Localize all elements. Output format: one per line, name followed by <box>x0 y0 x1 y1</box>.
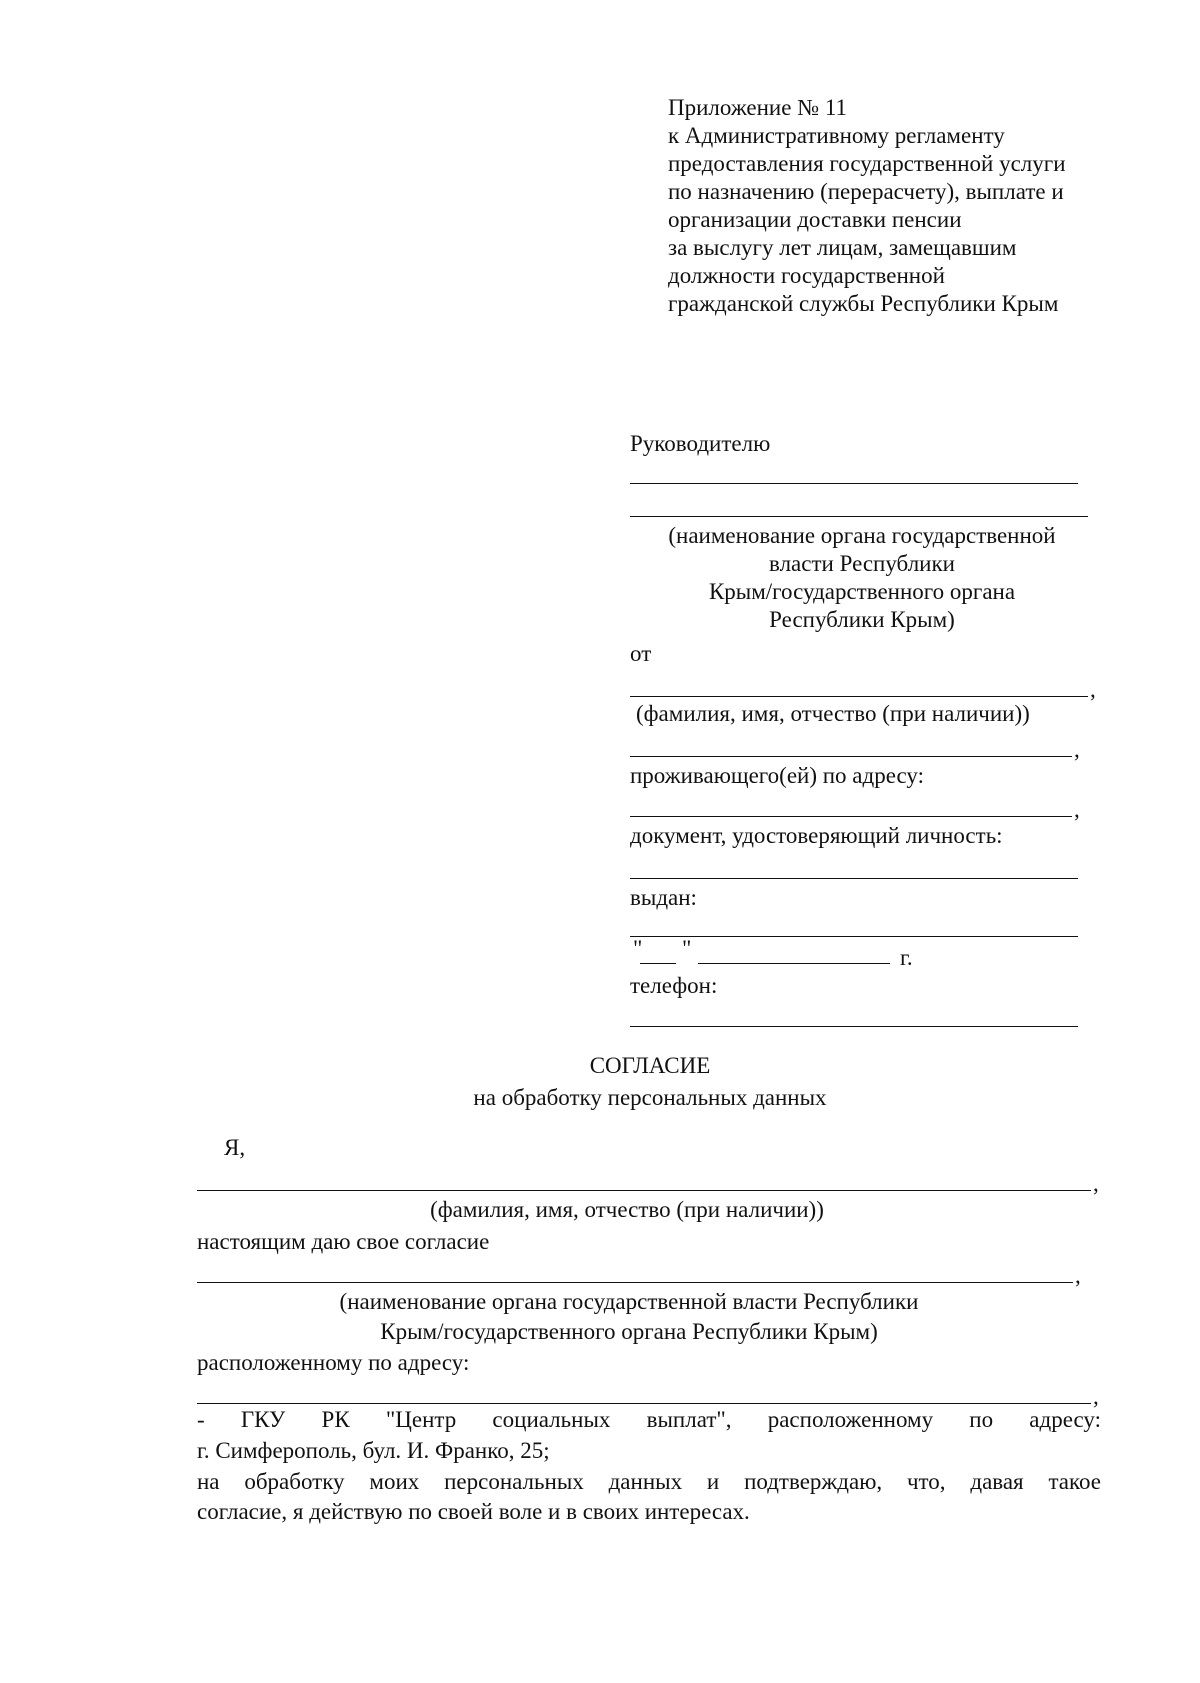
consent-address-field[interactable] <box>197 1403 1091 1404</box>
organ-caption-line: (наименование органа государственной <box>668 523 1056 548</box>
appendix-line: организации доставки пенсии <box>668 207 962 232</box>
issued-by-field[interactable] <box>630 936 1078 937</box>
organ-caption-line: Республики Крым) <box>769 607 955 632</box>
phone-label: телефон: <box>630 973 718 998</box>
appendix-line: Приложение № 11 <box>668 95 848 120</box>
comma: , <box>1075 1263 1081 1288</box>
consent-organ-field[interactable] <box>197 1282 1073 1283</box>
date-quote-open: " <box>633 936 643 961</box>
appendix-line: к Административному регламенту <box>668 123 1005 148</box>
organ-caption-line: Крым/государственного органа <box>708 579 1016 604</box>
comma: , <box>1093 1384 1099 1409</box>
consent-title: СОГЛАСИЕ <box>589 1053 711 1078</box>
from-label: от <box>630 641 652 666</box>
appendix-line: за выслугу лет лицам, замещавшим <box>668 235 1017 260</box>
address-label: проживающего(ей) по адресу: <box>630 763 924 788</box>
comma: , <box>1090 677 1096 702</box>
appendix-line: предоставления государственной услуги <box>668 151 1066 176</box>
issue-day-field[interactable] <box>640 963 676 964</box>
appendix-line: по назначению (перерасчету), выплате и <box>668 179 1064 204</box>
issue-month-field[interactable] <box>698 963 890 964</box>
comma: , <box>1093 1171 1099 1196</box>
consent-subtitle: на обработку персональных данных <box>473 1085 827 1110</box>
comma: , <box>1074 797 1080 822</box>
final-statement-line-1: на обработку моих персональных данных и подтверждаю, что, давая такое <box>197 1469 1101 1494</box>
organ-name-field-1[interactable] <box>630 483 1078 484</box>
to-head-label: Руководителю <box>630 431 771 456</box>
center-address-line-1: - ГКУ РК "Центр социальных выплат", расположенному по адресу: <box>197 1407 1101 1432</box>
applicant-fio-field[interactable] <box>630 696 1088 697</box>
give-consent-label: настоящим даю свое согласие <box>197 1229 490 1254</box>
consent-organ-caption-1: (наименование органа государственной власти Республики <box>339 1289 919 1314</box>
comma: , <box>1074 737 1080 762</box>
final-statement-line-2: согласие, я действую по своей воле и в своих интересах. <box>197 1499 750 1524</box>
id-document-field[interactable] <box>630 878 1078 879</box>
appendix-line: гражданской службы Республики Крым <box>668 291 1059 316</box>
year-suffix: г. <box>900 945 913 970</box>
applicant-extra-field[interactable] <box>630 756 1072 757</box>
organ-caption <box>630 522 1094 634</box>
organ-name-field-2[interactable] <box>630 516 1088 517</box>
organ-caption-line: власти Республики <box>769 551 955 576</box>
center-address-line-2: г. Симферополь, бул. И. Франко, 25; <box>197 1438 550 1463</box>
phone-field[interactable] <box>630 1026 1078 1027</box>
i-label: Я, <box>224 1135 246 1160</box>
located-at-label: расположенному по адресу: <box>197 1350 470 1375</box>
date-quote-close: " <box>682 936 692 961</box>
applicant-fio-caption: (фамилия, имя, отчество (при наличии)) <box>636 701 1030 726</box>
issued-label: выдан: <box>630 885 697 910</box>
appendix-line: должности государственной <box>668 263 945 288</box>
consent-fio-field[interactable] <box>197 1190 1091 1191</box>
id-document-label: документ, удостоверяющий личность: <box>630 823 1003 848</box>
appendix-header <box>668 94 1066 318</box>
consent-organ-caption-2: Крым/государственного органа Республики Крым) <box>380 1319 878 1344</box>
address-field[interactable] <box>630 816 1072 817</box>
consent-fio-caption: (фамилия, имя, отчество (при наличии)) <box>430 1197 824 1222</box>
